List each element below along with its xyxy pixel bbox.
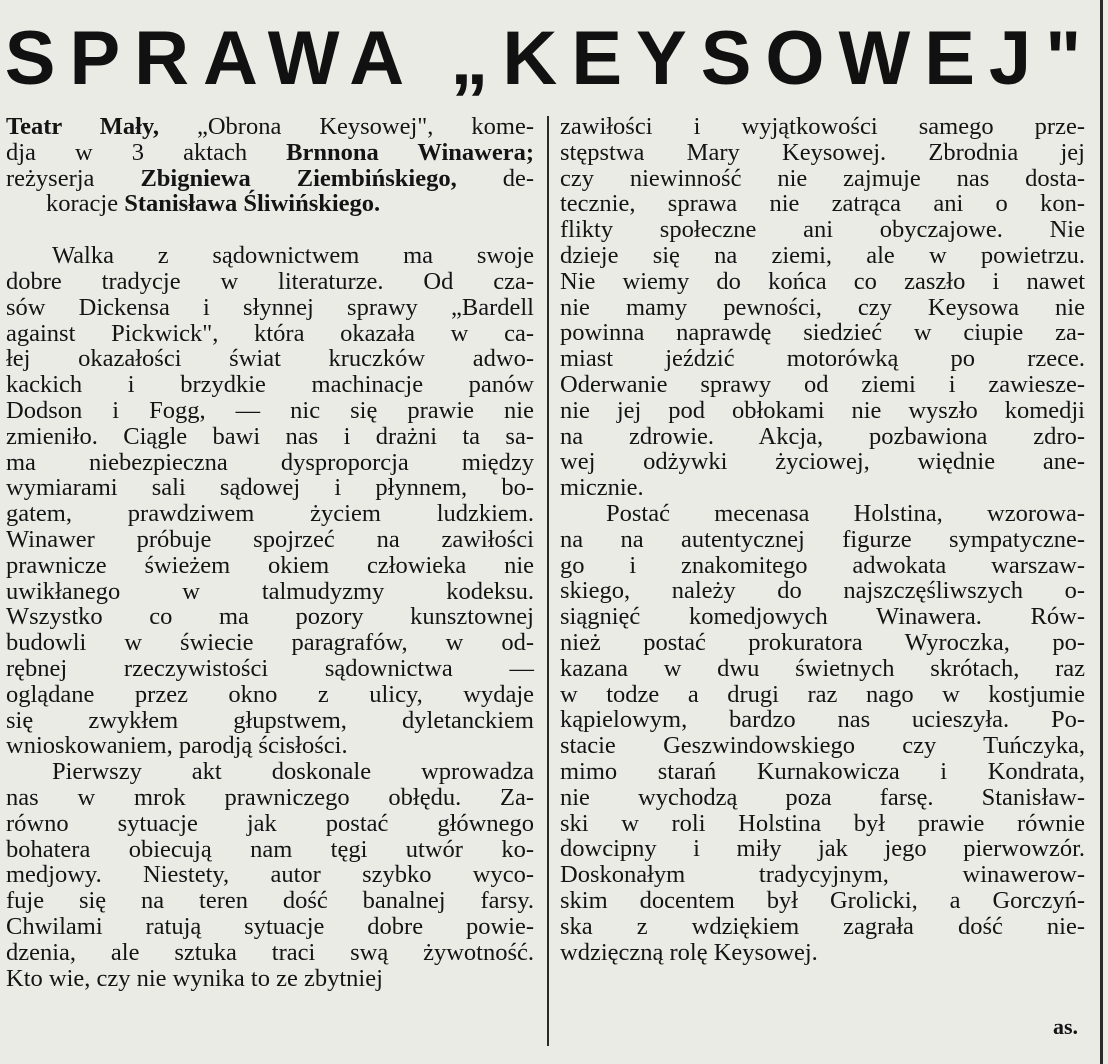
- text-line: wymiarami sali sądowej i płynnem, bo-: [6, 474, 534, 502]
- right-column: [560, 114, 1085, 965]
- text-line: Nie wiemy do końca co zaszło i nawet: [560, 267, 1085, 295]
- text-line: Postać mecenasa Holstina, wzorowa-: [606, 499, 1085, 527]
- text-line: wnioskowaniem, parodją ścisłości.: [6, 732, 348, 760]
- text-line: się zwykłem głupstwem, dyletanckiem: [6, 706, 534, 734]
- article-title: SPRAWA „KEYSOWEJ": [4, 16, 1096, 101]
- text-line: Doskonałym tradycyjnym, winawerow-: [560, 861, 1085, 889]
- text-line: w todze a drugi raz nago w kostjumie: [560, 680, 1085, 708]
- author-signature: as.: [1052, 1014, 1078, 1039]
- text-line: miast jeździć motorówką po rzece.: [560, 345, 1085, 373]
- text-line: ska z wdziękiem zagrała dość nie-: [560, 912, 1085, 940]
- text-line: nie mamy pewności, czy Keysowa nie: [560, 293, 1085, 321]
- text-line: Kto wie, czy nie wynika to ze zbytniej: [6, 964, 383, 992]
- text-line: dzenia, ale sztuka traci swą żywotność.: [6, 938, 534, 966]
- text-line: uwikłanego w talmudyzmy kodeksu.: [6, 577, 534, 605]
- text-line: budowli w świecie paragrafów, w od-: [6, 629, 534, 657]
- header-line: reżyserja Zbigniewa Ziembińskiego, de-: [6, 164, 535, 192]
- text-line: skiego, należy do najszczęśliwszych o-: [560, 577, 1085, 605]
- text-line: nie jej pod obłokami nie wyszło komedji: [560, 396, 1085, 424]
- text-line: rębnej rzeczywistości sądownictwa —: [6, 654, 534, 682]
- text-line: go i znakomitego adwokata warszaw-: [560, 551, 1085, 579]
- text-line: zawiłości i wyjątkowości samego prze-: [560, 113, 1085, 140]
- text-line: czy niewinność nie zajmuje nas dosta-: [560, 164, 1085, 192]
- text-line: dobre tradycje w literaturze. Od cza-: [6, 267, 534, 295]
- text-line: gatem, prawdziwem życiem ludzkiem.: [6, 500, 534, 528]
- text-line: flikty społeczne ani obyczajowe. Nie: [560, 216, 1085, 244]
- text-line: bohatera obiecują nam tęgi utwór ko-: [6, 835, 534, 863]
- text-line: prawnicze świeżem okiem człowieka nie: [6, 551, 534, 579]
- text-line: kazana w dwu świetnych skrótach, raz: [560, 654, 1085, 682]
- text-line: Pierwszy akt doskonale wprowadza: [52, 758, 534, 786]
- text-line: medjowy. Niestety, autor szybko wyco-: [6, 861, 534, 889]
- left-column: [6, 114, 534, 991]
- text-line: oglądane przez okno z ulicy, wydaje: [6, 680, 534, 708]
- text-line: powinna naprawdę siedzieć w ciupie za-: [560, 319, 1085, 347]
- text-line: kąpielowym, bardzo nas ucieszyła. Po-: [560, 706, 1085, 734]
- text-line: micznie.: [560, 474, 644, 502]
- column-divider: [547, 116, 549, 1046]
- text-line: against Pickwick", która okazała w ca-: [6, 319, 534, 347]
- paragraph-gap: [6, 217, 534, 243]
- text-line: nas w mrok prawniczego obłędu. Za-: [6, 783, 534, 811]
- text-line: Oderwanie sprawy od ziemi i zawiesze-: [560, 370, 1085, 398]
- text-line: skim docentem był Grolicki, a Gorczyń-: [560, 886, 1085, 914]
- text-line: Chwilami ratują sytuacje dobre powie-: [6, 912, 534, 940]
- text-line: tecznie, sprawa nie zatrąca ani o kon-: [560, 190, 1085, 218]
- text-line: sów Dickensa i słynnej sprawy „Bardell: [6, 293, 534, 321]
- text-line: Wszystko co ma pozory kunsztownej: [6, 603, 534, 631]
- text-line: Winawer próbuje spojrzeć na zawiłości: [6, 525, 534, 553]
- left-body-text: [6, 243, 534, 991]
- text-line: kackich i brzydkie machinacje panów: [6, 371, 534, 399]
- text-line: zmieniło. Ciągle bawi nas i drażni ta sa-: [6, 422, 534, 450]
- text-line: ma niebezpieczna dysproporcja między: [6, 448, 534, 476]
- page-edge-rule: [1100, 0, 1103, 1064]
- header-line: dja w 3 aktach Brnnona Winawera;: [6, 138, 534, 166]
- text-line: na na autentycznej figurze sympatyczne-: [560, 525, 1085, 553]
- text-line: na zdrowie. Akcja, pozbawiona zdro-: [560, 422, 1085, 450]
- text-line: mimo starań Kurnakowicza i Kondrata,: [560, 757, 1085, 785]
- text-line: Dodson i Fogg, — nic się prawie nie: [6, 396, 534, 424]
- right-body-text: [560, 114, 1085, 965]
- text-line: siągnięć komedjowych Winawera. Rów-: [560, 603, 1085, 631]
- header-line: koracje Stanisława Śliwińskiego.: [46, 190, 381, 218]
- text-line: nież postać prokuratora Wyroczka, po-: [560, 628, 1085, 656]
- text-line: fuje się na teren dość banalnej farsy.: [6, 887, 534, 915]
- text-line: dzieje się na ziemi, ale w powietrzu.: [560, 241, 1085, 269]
- text-line: nie wychodzą poza farsę. Stanisław-: [560, 783, 1085, 811]
- text-line: ski w roli Holstina był prawie równie: [560, 809, 1085, 837]
- text-line: równo sytuacje jak postać głównego: [6, 809, 534, 837]
- header-line: Teatr Mały, „Obrona Keysowej", kome-: [6, 113, 534, 140]
- text-line: łej okazałości świat kruczków adwo-: [6, 345, 534, 373]
- text-line: wdzięczną rolę Keysowej.: [560, 938, 818, 966]
- text-line: stępstwa Mary Keysowej. Zbrodnia jej: [560, 138, 1085, 166]
- text-line: Walka z sądownictwem ma swoje: [52, 242, 534, 270]
- text-line: wej odżywki życiowej, więdnie ane-: [560, 448, 1085, 476]
- text-line: stacie Geszwindowskiego czy Tuńczyka,: [560, 732, 1085, 760]
- text-line: dowcipny i miły jak jego pierwowzór.: [560, 835, 1085, 863]
